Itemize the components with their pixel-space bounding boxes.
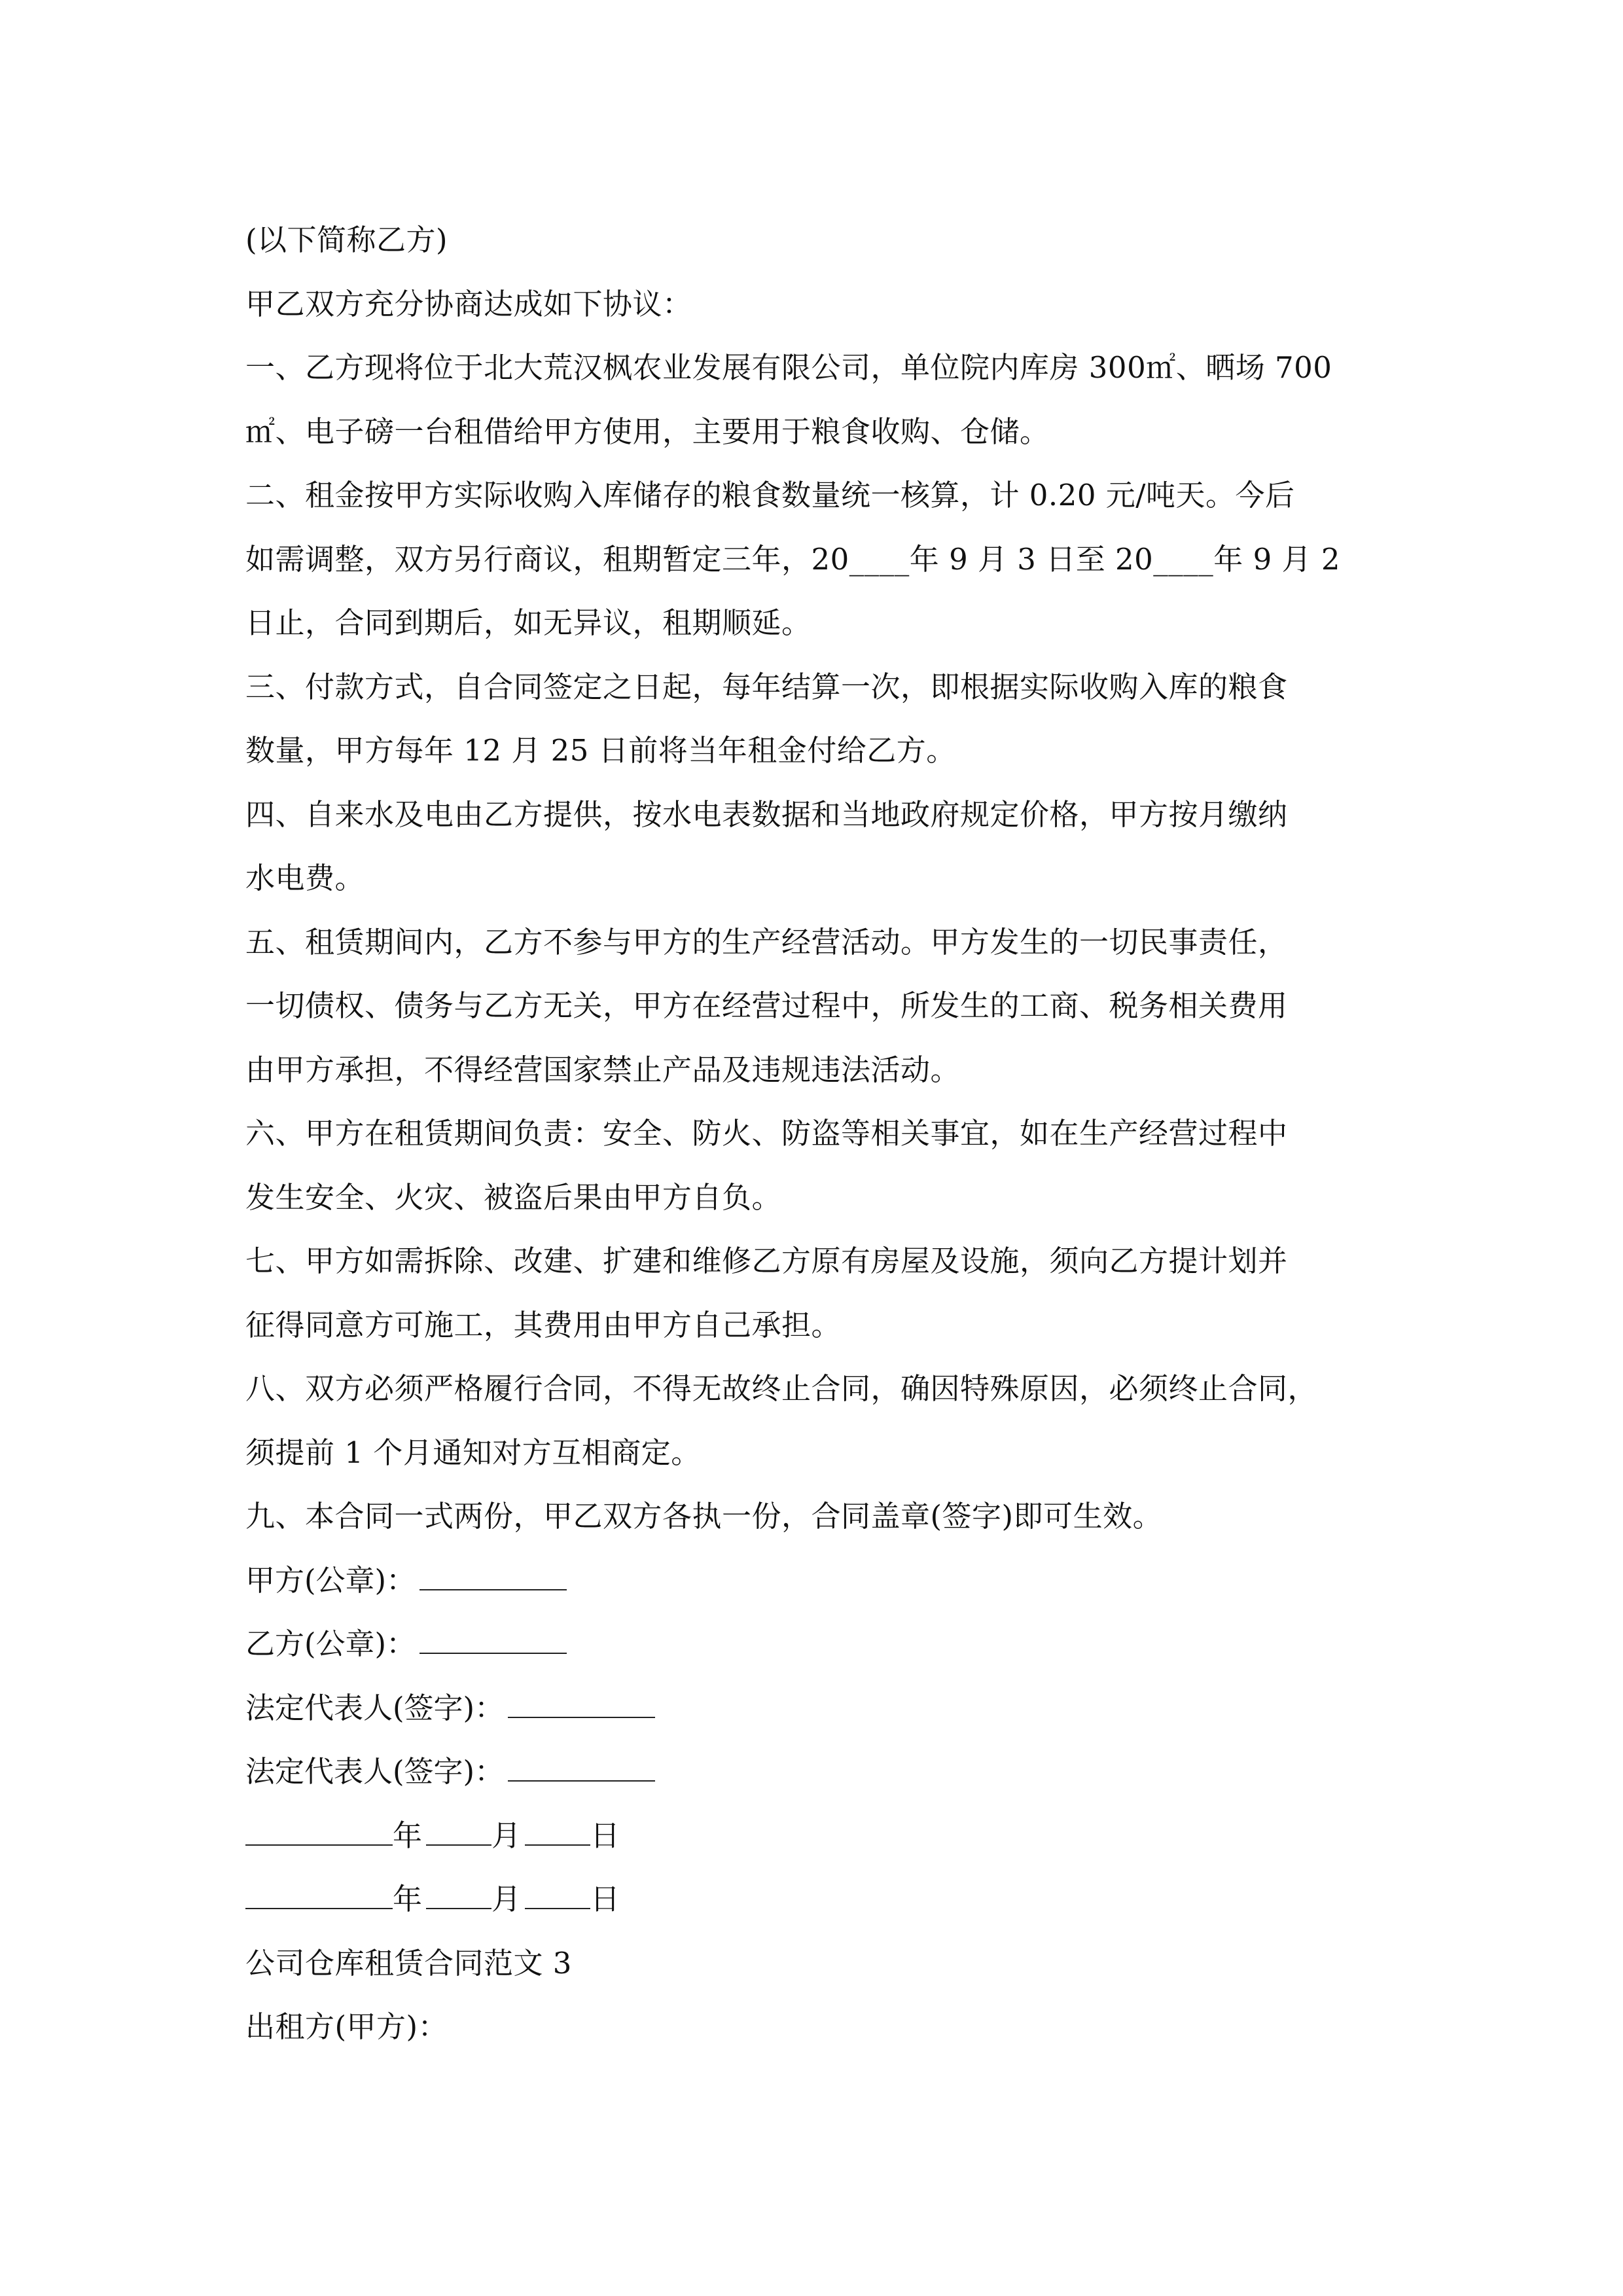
legal-rep-2-label: 法定代表人(签字)： [245, 1754, 505, 1789]
year-blank[interactable] [245, 1882, 393, 1909]
text-line: 三、付款方式，自合同签定之日起，每年结算一次，即根据实际收购入库的粮食 [245, 669, 1288, 704]
party-b-seal-row [245, 1612, 1384, 1676]
text-line: 八、双方必须严格履行合同，不得无故终止合同，确因特殊原因，必须终止合同， [245, 1371, 1318, 1406]
text-line: 甲乙双方充分协商达成如下协议： [245, 286, 692, 321]
date-row-1 [245, 1804, 1384, 1868]
text-line: ㎡、电子磅一台租借给甲方使用，主要用于粮食收购、仓储。 [245, 414, 1050, 449]
party-a-seal-row [245, 1549, 1384, 1613]
text-line: 九、本合同一式两份，甲乙双方各执一份，合同盖章(签字)即可生效。 [245, 1499, 1163, 1534]
legal-rep-1-blank[interactable] [508, 1691, 655, 1718]
day-blank[interactable] [525, 1882, 590, 1909]
next-contract-title: 公司仓库租赁合同范文 3 [245, 1945, 572, 1981]
date-row-2 [245, 1867, 1384, 1931]
year-label: 年 [393, 1818, 423, 1853]
party-b-seal-blank[interactable] [419, 1626, 567, 1654]
text-line: 由甲方承担，不得经营国家禁止产品及违规违法活动。 [245, 1052, 961, 1087]
legal-rep-1-label: 法定代表人(签字)： [245, 1690, 505, 1725]
text-line: 六、甲方在租赁期间负责：安全、防火、防盗等相关事宜，如在生产经营过程中 [245, 1116, 1288, 1151]
text-line: 一、乙方现将位于北大荒汉枫农业发展有限公司，单位院内库房 300㎡、晒场 700 [245, 350, 1332, 385]
text-line: 数量，甲方每年 12 月 25 日前将当年租金付给乙方。 [245, 733, 956, 768]
text-line: 须提前 1 个月通知对方互相商定。 [245, 1435, 701, 1470]
text-line: 水电费。 [245, 861, 365, 895]
month-blank[interactable] [426, 1882, 491, 1909]
day-label: 日 [590, 1882, 620, 1916]
contract-body [245, 208, 1384, 2059]
text-line: 五、租赁期间内，乙方不参与甲方的生产经营活动。甲方发生的一切民事责任， [245, 924, 1288, 960]
text-line: (以下简称乙方) [245, 223, 448, 257]
day-label: 日 [590, 1818, 620, 1853]
text-line: 发生安全、火灾、被盗后果由甲方自负。 [245, 1179, 782, 1215]
month-blank[interactable] [426, 1818, 491, 1846]
text-line: 二、租金按甲方实际收购入库储存的粮食数量统一核算，计 0.20 元/吨天。今后 [245, 478, 1295, 512]
party-a-seal-label: 甲方(公章)： [245, 1562, 416, 1598]
text-line: 四、自来水及电由乙方提供，按水电表数据和当地政府规定价格，甲方按月缴纳 [245, 797, 1288, 832]
legal-rep-1-row [245, 1676, 1384, 1740]
lessor-label: 出租方(甲方)： [245, 2009, 448, 2044]
text-line: 日止，合同到期后，如无异议，租期顺延。 [245, 605, 812, 640]
month-label: 月 [491, 1882, 522, 1916]
text-line: 征得同意方可施工，其费用由甲方自己承担。 [245, 1307, 842, 1342]
year-blank[interactable] [245, 1818, 393, 1846]
legal-rep-2-blank[interactable] [508, 1754, 655, 1782]
day-blank[interactable] [525, 1818, 590, 1846]
year-label: 年 [393, 1882, 423, 1916]
text-line: 七、甲方如需拆除、改建、扩建和维修乙方原有房屋及设施，须向乙方提计划并 [245, 1244, 1288, 1278]
legal-rep-2-row [245, 1740, 1384, 1804]
month-label: 月 [491, 1818, 522, 1853]
text-line: 一切债权、债务与乙方无关，甲方在经营过程中，所发生的工商、税务相关费用 [245, 988, 1288, 1023]
party-a-seal-blank[interactable] [419, 1563, 567, 1590]
text-line: 如需调整，双方另行商议，租期暂定三年，20____年 9 月 3 日至 20____年 9 月 2 [245, 541, 1340, 577]
party-b-seal-label: 乙方(公章)： [245, 1626, 416, 1661]
